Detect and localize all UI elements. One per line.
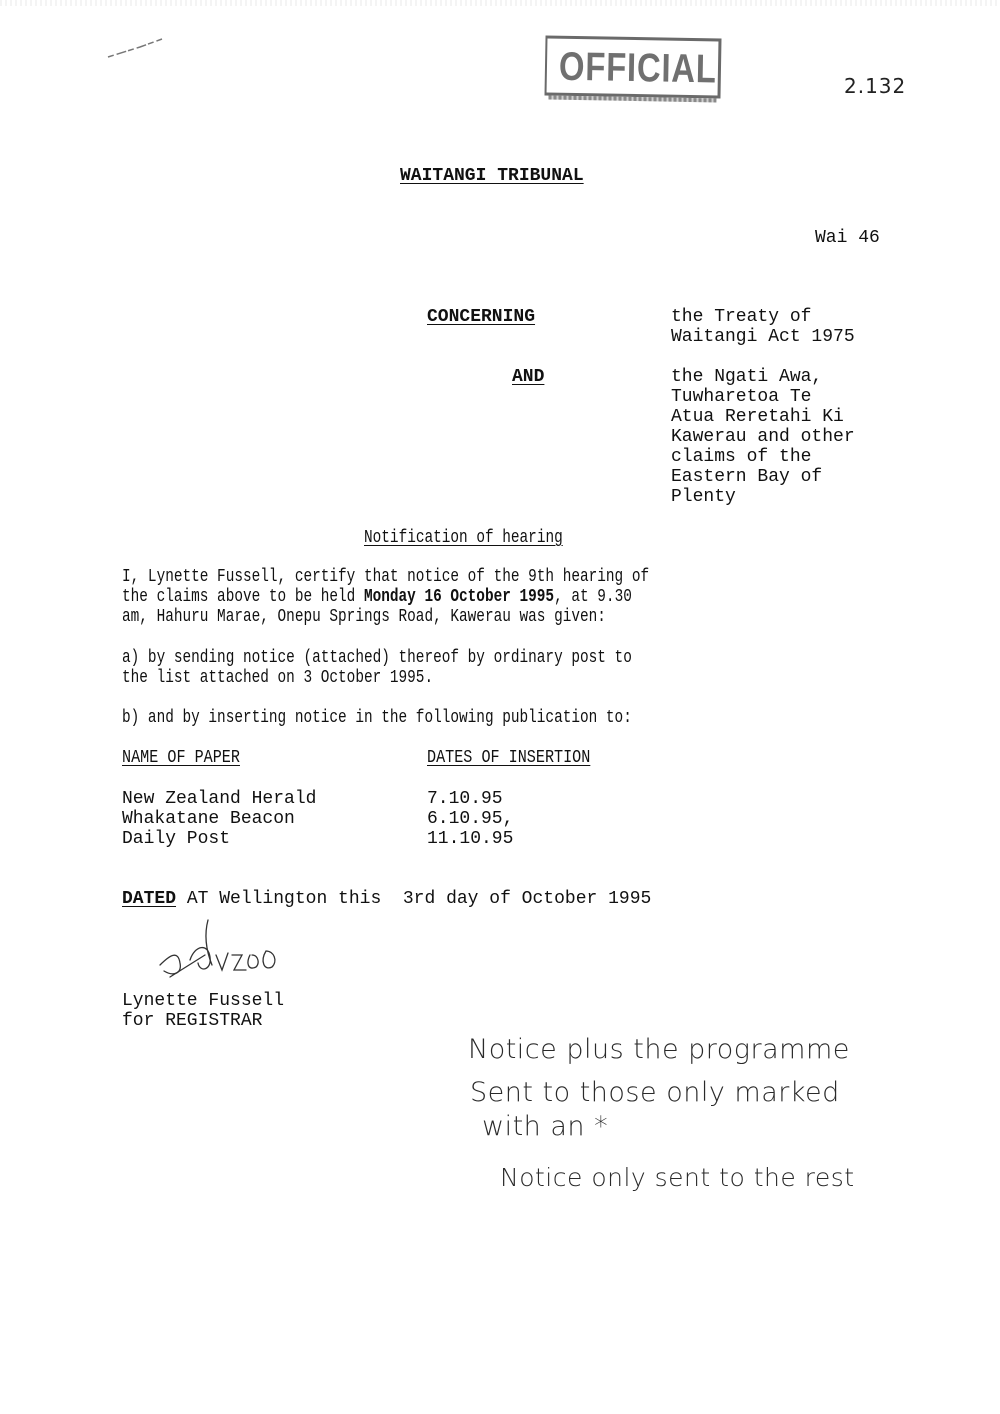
column-header-paper: NAME OF PAPER: [122, 748, 240, 768]
table-cell-paper: Daily Post: [122, 829, 231, 849]
concerning-label: CONCERNING: [427, 307, 536, 327]
signature: [150, 915, 300, 990]
publication-names: [122, 789, 316, 849]
item-a-line: a) by sending notice (attached) thereof by ordinary post to: [122, 648, 632, 668]
hearing-date: Monday 16 October 1995: [363, 587, 555, 607]
and-line: claims of the: [671, 447, 812, 467]
handwritten-line: Sent to those only marked: [470, 1077, 840, 1108]
certify-line-3: am, Hahuru Marae, Onepu Springs Road, Kawerau was given:: [122, 607, 606, 627]
and-line: Plenty: [671, 487, 736, 507]
item-b: b) and by inserting notice in the following publication to:: [122, 708, 632, 728]
handwritten-line: with an *: [482, 1111, 609, 1142]
concerning-text: [671, 307, 855, 347]
certify-line-2: [122, 587, 649, 607]
table-cell-date: 6.10.95,: [427, 809, 514, 829]
scan-artifact: [0, 0, 1000, 6]
certify-line-1: I, Lynette Fussell, certify that notice of the 9th hearing of: [122, 567, 650, 587]
dated-label: DATED: [122, 889, 177, 909]
column-header-dates: DATES OF INSERTION: [427, 748, 591, 768]
handwritten-line: Notice only sent to the rest: [500, 1163, 855, 1192]
and-line: Atua Reretahi Ki: [671, 407, 844, 427]
concerning-line: the Treaty of: [671, 307, 812, 327]
signatory-name: Lynette Fussell: [122, 991, 285, 1011]
stamp-strip: [548, 96, 716, 103]
certify-text: the claims above to be held: [122, 587, 364, 607]
item-a-line: the list attached on 3 October 1995.: [122, 668, 434, 688]
and-line: Kawerau and other: [671, 427, 855, 447]
signatory-role: for REGISTRAR: [122, 1011, 263, 1031]
and-text: [671, 367, 855, 507]
document-title: WAITANGI TRIBUNAL: [400, 166, 584, 186]
handwritten-reference: 2.132: [844, 74, 907, 98]
signatory-block: [122, 991, 284, 1031]
handwritten-line: Notice plus the programme: [468, 1034, 850, 1065]
item-a: [122, 648, 759, 688]
wai-reference: Wai 46: [815, 228, 880, 248]
and-line: Eastern Bay of: [671, 467, 823, 487]
table-cell-date: 11.10.95: [427, 829, 514, 849]
table-cell-paper: New Zealand Herald: [122, 789, 317, 809]
dated-date: 3rd day of October 1995: [402, 889, 652, 909]
table-cell-paper: Whakatane Beacon: [122, 809, 295, 829]
and-line: Tuwharetoa Te: [671, 387, 812, 407]
dated-line: [122, 889, 651, 909]
official-stamp: [544, 35, 721, 98]
concerning-line: Waitangi Act 1975: [671, 327, 855, 347]
and-line: the Ngati Awa,: [671, 367, 823, 387]
hearing-time: , at 9.30: [554, 587, 632, 607]
dated-location: AT Wellington this: [176, 889, 403, 909]
notification-heading: Notification of hearing: [364, 528, 563, 548]
and-label: AND: [512, 367, 545, 387]
table-cell-date: 7.10.95: [427, 789, 503, 809]
publication-dates: [427, 789, 513, 849]
stamp-label: OFFICIAL: [558, 44, 718, 92]
certification-paragraph: [122, 567, 781, 627]
pen-mark: [100, 35, 170, 65]
